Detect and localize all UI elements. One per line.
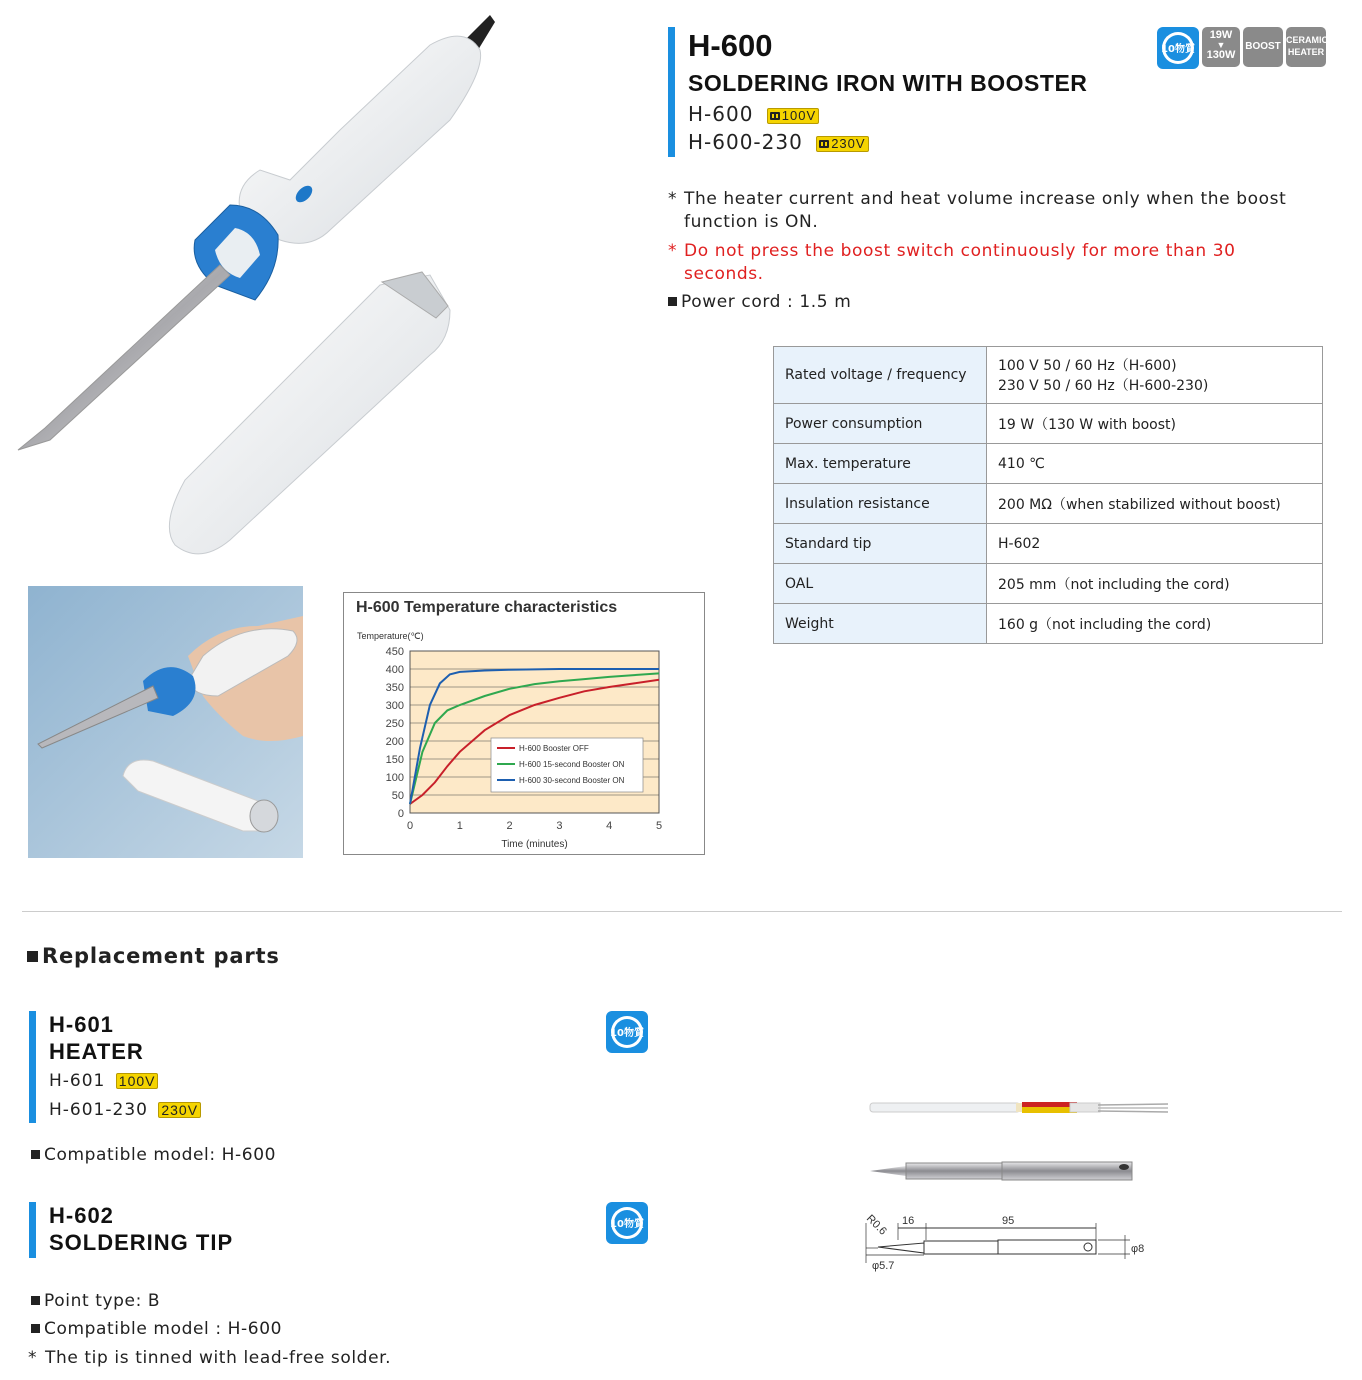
variant-h601-230: H-601-230 230V: [49, 1100, 201, 1120]
spec-value: 410 ℃: [987, 444, 1323, 484]
spec-value: 205 mm（not including the cord): [987, 564, 1323, 604]
voltage-badge-230v: 230V: [816, 136, 868, 152]
spec-value: 200 MΩ（when stabilized without boost): [987, 484, 1323, 524]
spec-row: [774, 604, 1323, 644]
rohs-10-substances-icon: [606, 1202, 648, 1244]
y-axis-label: Temperature(℃): [357, 631, 424, 641]
spec-label: OAL: [774, 564, 987, 604]
spec-label: Weight: [774, 604, 987, 644]
variant-h601: H-601 100V: [49, 1071, 158, 1091]
svg-text:10物質: 10物質: [1161, 44, 1195, 55]
voltage-badge-230v: 230V: [158, 1102, 201, 1118]
spec-row: [774, 564, 1323, 604]
section-divider: [22, 911, 1342, 912]
chart-title: H-600 Temperature characteristics: [356, 599, 618, 616]
rohs-10-substances-icon: [606, 1011, 648, 1053]
y-tick-label: 250: [385, 718, 404, 730]
spec-row: [774, 444, 1323, 484]
variant-h600-230: [688, 130, 869, 154]
tip-point-type: Point type: B: [31, 1290, 160, 1313]
heater-photo: [866, 1095, 1176, 1125]
rohs-10-substances-icon: [1157, 27, 1199, 69]
svg-text:10物質: 10物質: [610, 1028, 644, 1039]
x-tick-label: 2: [506, 820, 513, 832]
accent-bar: [29, 1202, 36, 1258]
x-tick-label: 1: [456, 820, 463, 832]
dim-d57: φ5.7: [872, 1260, 895, 1272]
spec-label: Standard tip: [774, 524, 987, 564]
spec-table: [773, 346, 1323, 644]
tip-compatible: Compatible model : H-600: [31, 1318, 282, 1341]
spec-row: [774, 524, 1323, 564]
note-boost-heat: * The heater current and heat volume increase only when the boost function is ON.: [668, 189, 1287, 232]
spec-value: 100 V 50 / 60 Hz（H-600) 230 V 50 / 60 Hz（H-600-230): [987, 347, 1323, 404]
accent-bar: [29, 1011, 36, 1123]
svg-text:10物質: 10物質: [610, 1219, 644, 1230]
legend-label: H-600 30-second Booster ON: [519, 776, 625, 785]
spec-row: [774, 484, 1323, 524]
voltage-badge-100v: 100V: [767, 108, 819, 124]
power-badge: 19W ▼ 130W: [1202, 27, 1240, 67]
tip-dimension-drawing: [858, 1205, 1158, 1275]
tip-note: * The tip is tinned with lead-free solder.: [28, 1348, 392, 1368]
spec-row: [774, 347, 1323, 404]
x-axis-label: Time (minutes): [501, 839, 568, 850]
x-tick-label: 5: [655, 820, 663, 832]
dim-r06: R0.6: [863, 1212, 889, 1238]
x-tick-label: 4: [606, 820, 613, 832]
y-tick-label: 350: [385, 682, 404, 694]
spec-label: Max. temperature: [774, 444, 987, 484]
heater-model: H-601: [49, 1012, 114, 1037]
tip-model: H-602: [49, 1203, 114, 1228]
spec-value: 19 W（130 W with boost): [987, 404, 1323, 444]
temperature-chart-frame: [343, 592, 705, 855]
replacement-heading: Replacement parts: [27, 944, 280, 968]
spec-label: Power consumption: [774, 404, 987, 444]
spec-row: [774, 404, 1323, 444]
note-boost-warning: * Do not press the boost switch continuously for more than 30 seconds.: [668, 241, 1236, 284]
note-power-cord: Power cord : 1.5 m: [668, 291, 851, 314]
y-tick-label: 400: [385, 664, 404, 676]
spec-value: H-602: [987, 524, 1323, 564]
voltage-badge-100v: 100V: [116, 1073, 159, 1089]
x-tick-label: 3: [556, 820, 563, 832]
y-tick-label: 300: [385, 700, 404, 712]
ceramic-heater-badge: CERAMIC HEATER: [1286, 27, 1326, 67]
spec-label: Rated voltage / frequency: [774, 347, 987, 404]
soldering-tip-photo: [866, 1155, 1136, 1185]
y-tick-label: 200: [385, 736, 404, 748]
variant-name: H-600-230: [688, 130, 803, 154]
dim-16: 16: [902, 1215, 915, 1227]
heater-title: HEATER: [49, 1039, 144, 1064]
spec-value: 160 g（not including the cord): [987, 604, 1323, 644]
y-tick-label: 50: [391, 790, 404, 802]
dim-d8: φ8: [1131, 1243, 1145, 1255]
accent-bar: [668, 27, 675, 157]
variant-name: H-600: [688, 102, 754, 126]
product-model: H-600: [688, 28, 773, 63]
heater-compatible: Compatible model: H-600: [31, 1144, 276, 1167]
hand-holding-iron-photo: [28, 586, 303, 858]
y-tick-label: 450: [385, 646, 404, 658]
legend-label: H-600 Booster OFF: [519, 744, 589, 753]
tip-title: SOLDERING TIP: [49, 1230, 234, 1255]
x-tick-label: 0: [406, 820, 414, 832]
soldering-iron-photo: [10, 10, 530, 560]
variant-h600: [688, 102, 819, 126]
spec-label: Insulation resistance: [774, 484, 987, 524]
legend-label: H-600 15-second Booster ON: [519, 760, 625, 769]
y-tick-label: 150: [385, 754, 404, 766]
temperature-chart: [344, 593, 704, 854]
y-tick-label: 100: [385, 772, 404, 784]
boost-badge: BOOST: [1243, 27, 1283, 67]
product-title: SOLDERING IRON WITH BOOSTER: [688, 70, 1088, 96]
dim-95: 95: [1002, 1215, 1015, 1227]
y-tick-label: 0: [397, 808, 404, 820]
